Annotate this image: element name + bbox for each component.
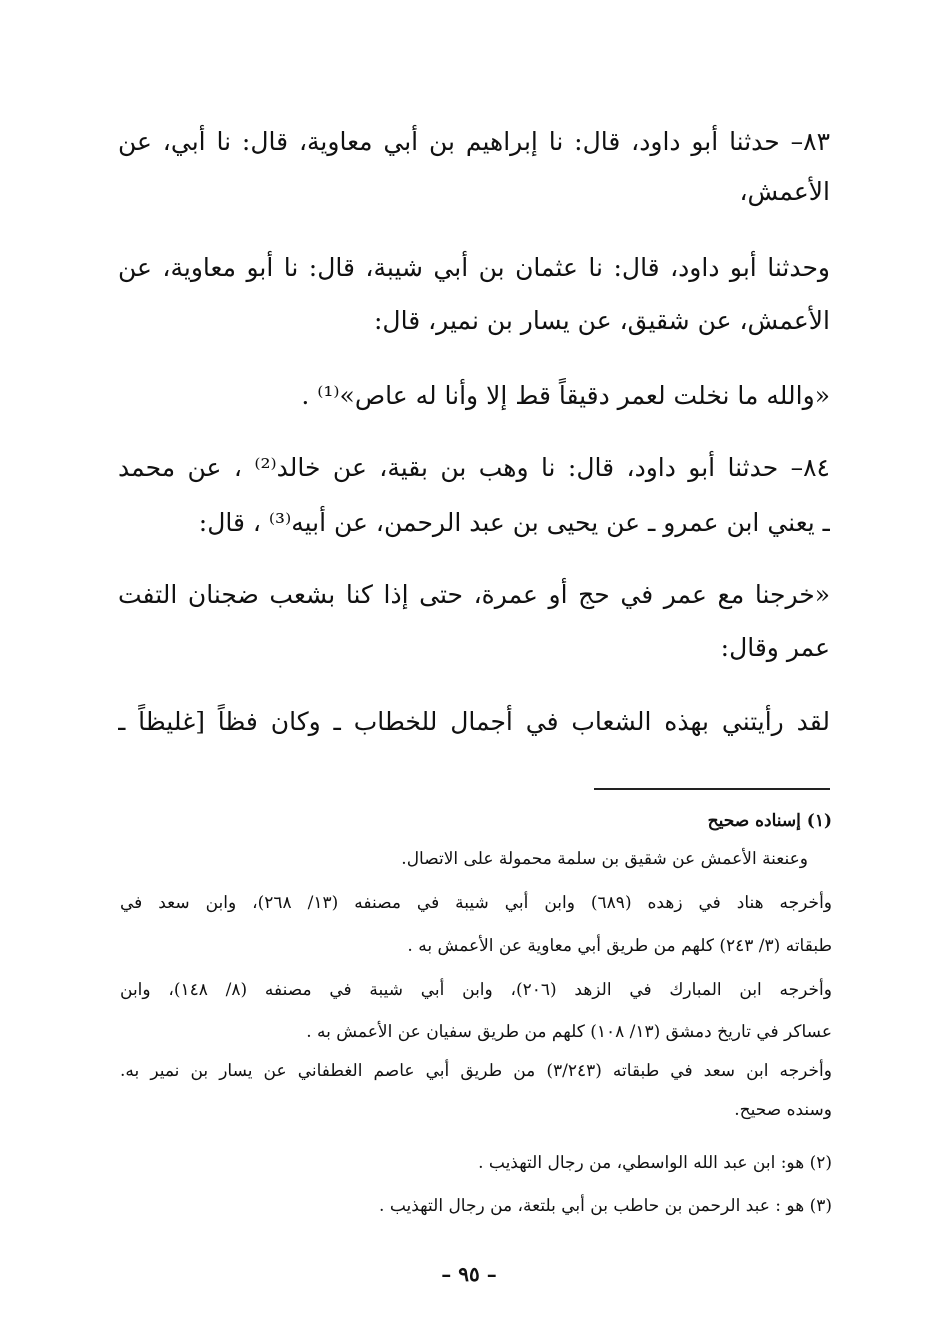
footnote-1-heading [120,808,832,834]
text-line-2: الأعمش، [739,177,830,206]
footnote-1-line-3: طبقاته (٣/ ٢٤٣) كلهم من طريق أبي معاوية عن الأعمش به . [407,936,832,956]
footnote-1-line-2: وأخرجه هناد في زهده (٦٨٩) وابن أبي شيبة في مصنفه (١٣/ ٢٦٨)، وابن سعد في [120,893,832,913]
text-line-9: عمر وقال: [720,633,830,662]
footnote-separator [594,788,830,790]
text-line-8: «خرجنا مع عمر في حج أو عمرة، حتى إذا كنا بشعب ضجنان التفت [118,580,830,609]
text-line-10: لقد رأيتني بهذه الشعاب في أجمال للخطاب ـ وكان فظاً [غليظاً ـ [118,707,830,736]
text-line-5: «والله ما نخلت لعمر دقيقاً قط إلا وأنا له عاص»⁽¹⁾ . [301,381,830,410]
text-line-1: ٨٣– حدثنا أبو داود، قال: نا إبراهيم بن أبي معاوية، قال: نا أبي، عن [118,127,830,156]
text-line-3: وحدثنا أبو داود، قال: نا عثمان بن أبي شيبة، قال: نا أبو معاوية، عن [118,253,830,282]
footnote-1-line-6: وأخرجه ابن سعد في طبقاته (٣/٢٤٣) من طريق أبي عاصم الغطفاني عن يسار بن نمير به. [120,1061,832,1081]
text-line-4: الأعمش، عن شقيق، عن يسار بن نمير، قال: [373,306,830,335]
footnote-1-line-1: وعنعنة الأعمش عن شقيق بن سلمة محمولة على الاتصال. [401,849,808,869]
footnote-1-line-5: عساكر في تاريخ دمشق (١٣/ ١٠٨) كلهم من طريق سفيان عن الأعمش به . [306,1022,832,1042]
footnote-3: (٣) هو : عبد الرحمن بن حاطب بن أبي بلتعة، من رجال التهذيب . [379,1196,832,1216]
text-line-7: ـ يعني ابن عمرو ـ عن يحيى بن عبد الرحمن، عن أبيه⁽³⁾ ، قال: [198,508,830,537]
footnote-2: (٢) هو: ابن عبد الله الواسطي، من رجال التهذيب . [478,1153,832,1173]
footnote-1-line-4: وأخرجه ابن المبارك في الزهد (٢٠٦)، وابن أبي شيبة في مصنفه (٨/ ١٤٨)، وابن [120,980,832,1000]
text-line-6: ٨٤– حدثنا أبو داود، قال: نا وهب بن بقية، عن خالد⁽²⁾ ، عن محمد [118,453,830,482]
footnote-1-heading-text: (١) إسناده صحيح [707,811,832,831]
page-number: – ٩٥ – [441,1262,497,1286]
footnote-1-line-7: وسنده صحيح. [734,1100,832,1120]
